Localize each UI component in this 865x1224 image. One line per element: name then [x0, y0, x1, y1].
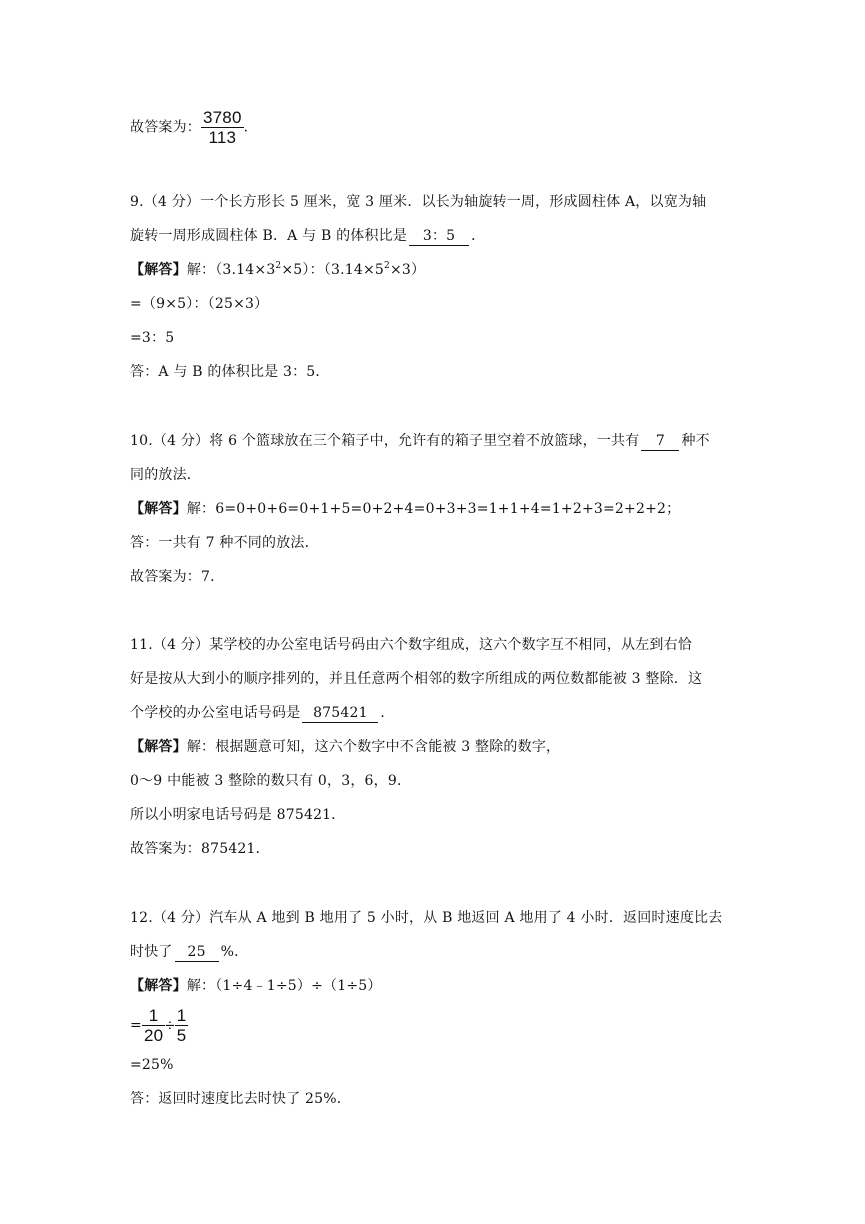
q12-solution-line [130, 976, 382, 996]
q12-divide-glyph: ÷ [165, 1016, 175, 1035]
prev-fraction-numerator: 3780 [203, 108, 242, 127]
q9-solution-b: ×5）：（3.14×5 [281, 262, 385, 278]
q12-answer-blank: 25 [175, 943, 219, 962]
q12-text-line1: 12.（4 分）汽车从 A 地到 B 地用了 5 小时，从 B 地返回 A 地用了 4 小时．返回时速度比去 [130, 910, 723, 926]
q11-solution-text: 解：根据题意可知，这六个数字中不含能被 3 整除的数字， [186, 739, 561, 755]
q9-solution-sup2: 2 [384, 261, 390, 271]
q9-step2: =（9×5）：（25×3） [130, 296, 269, 312]
q10-text-line1-post: 种不 [681, 433, 710, 449]
q10-text-line1 [130, 431, 710, 451]
q12-step3: =25% [130, 1057, 174, 1073]
q9-answer-blank: 3：5 [409, 227, 469, 246]
q11-text-line3-post: ． [380, 705, 395, 721]
q12-solution-tag: 【解答】 [130, 978, 187, 994]
q10-conclusion: 答：一共有 7 种不同的放法． [130, 535, 319, 551]
q11-text-line2: 好是按从大到小的顺序排列的，并且任意两个相邻的数字所组成的两位数都能被 3 整除．这 [130, 671, 703, 687]
q9-solution-tag: 【解答】 [130, 262, 187, 278]
q10-text-line1-pre: 10.（4 分）将 6 个篮球放在三个箱子中，允许有的箱子里空着不放篮球，一共有 [130, 433, 640, 449]
q9-conclusion: 答：A 与 B 的体积比是 3：5． [130, 364, 330, 380]
q12-text-line2-pre: 时快了 [130, 944, 173, 960]
q12-fraction-line [130, 1006, 188, 1045]
q9-text-line2-post: ． [471, 228, 486, 244]
q12-fraction-1 [142, 1006, 165, 1045]
q12-frac1-numerator: 1 [142, 1006, 165, 1026]
q10-solution-tag: 【解答】 [130, 501, 187, 517]
q10-final-answer: 故答案为：7． [130, 569, 225, 585]
q12-text-line2 [130, 942, 248, 962]
q11-final-answer: 故答案为：875421． [130, 841, 270, 857]
prev-answer-prefix: 故答案为： [130, 119, 201, 136]
q11-solution-line [130, 737, 560, 757]
q10-solution-line [130, 499, 680, 519]
q9-step3: =3：5 [130, 330, 175, 346]
q10-answer-blank: 7 [641, 432, 679, 451]
q12-solution-text: 解：（1÷4﹣1÷5）÷（1÷5） [186, 978, 382, 994]
q9-solution-c: ×3） [389, 262, 426, 278]
q9-solution-sup1: 2 [275, 261, 282, 271]
prev-fraction-denominator: 113 [208, 128, 237, 147]
q12-equals: = [130, 1017, 142, 1034]
q11-text-line1: 11.（4 分）某学校的办公室电话号码由六个数字组成，这六个数字互不相同，从左到右恰 [130, 637, 693, 653]
q12-conclusion: 答：返回时速度比去时快了 25%． [130, 1091, 351, 1107]
q11-text-line3-pre: 个学校的办公室电话号码是 [130, 705, 301, 721]
q12-divide-sign [165, 1016, 175, 1035]
q11-step3: 所以小明家电话号码是 875421． [130, 807, 346, 823]
prev-answer-line [130, 108, 248, 147]
q12-text-line2-post: %． [220, 944, 249, 960]
q12-frac1-denominator: 20 [143, 1026, 164, 1045]
q9-text-line2-pre: 旋转一周形成圆柱体 B．A 与 B 的体积比是 [130, 228, 408, 244]
q12-frac2-denominator: 5 [176, 1026, 187, 1045]
q12-frac2-numerator: 1 [176, 1006, 187, 1025]
q11-step2: 0～9 中能被 3 整除的数只有 0，3，6，9． [130, 773, 412, 789]
prev-answer-fraction [201, 108, 244, 147]
q10-text-line2: 同的放法． [130, 467, 201, 483]
q11-text-line3 [130, 703, 395, 723]
q9-solution-a: 解：（3.14×3 [186, 262, 276, 278]
prev-answer-suffix: . [243, 119, 249, 136]
q9-text-line2 [130, 226, 485, 246]
q11-answer-blank: 875421 [302, 704, 378, 723]
q11-solution-tag: 【解答】 [130, 739, 187, 755]
q10-solution-text: 解：6=0+0+6=0+1+5=0+2+4=0+3+3=1+1+4=1+2+3=2+2+2； [186, 501, 681, 517]
q9-text-line1: 9.（4 分）一个长方形长 5 厘米，宽 3 厘米．以长为轴旋转一周，形成圆柱体 A，以宽为轴 [130, 194, 707, 210]
q9-solution-line [130, 260, 425, 280]
q12-fraction-2 [175, 1006, 189, 1045]
